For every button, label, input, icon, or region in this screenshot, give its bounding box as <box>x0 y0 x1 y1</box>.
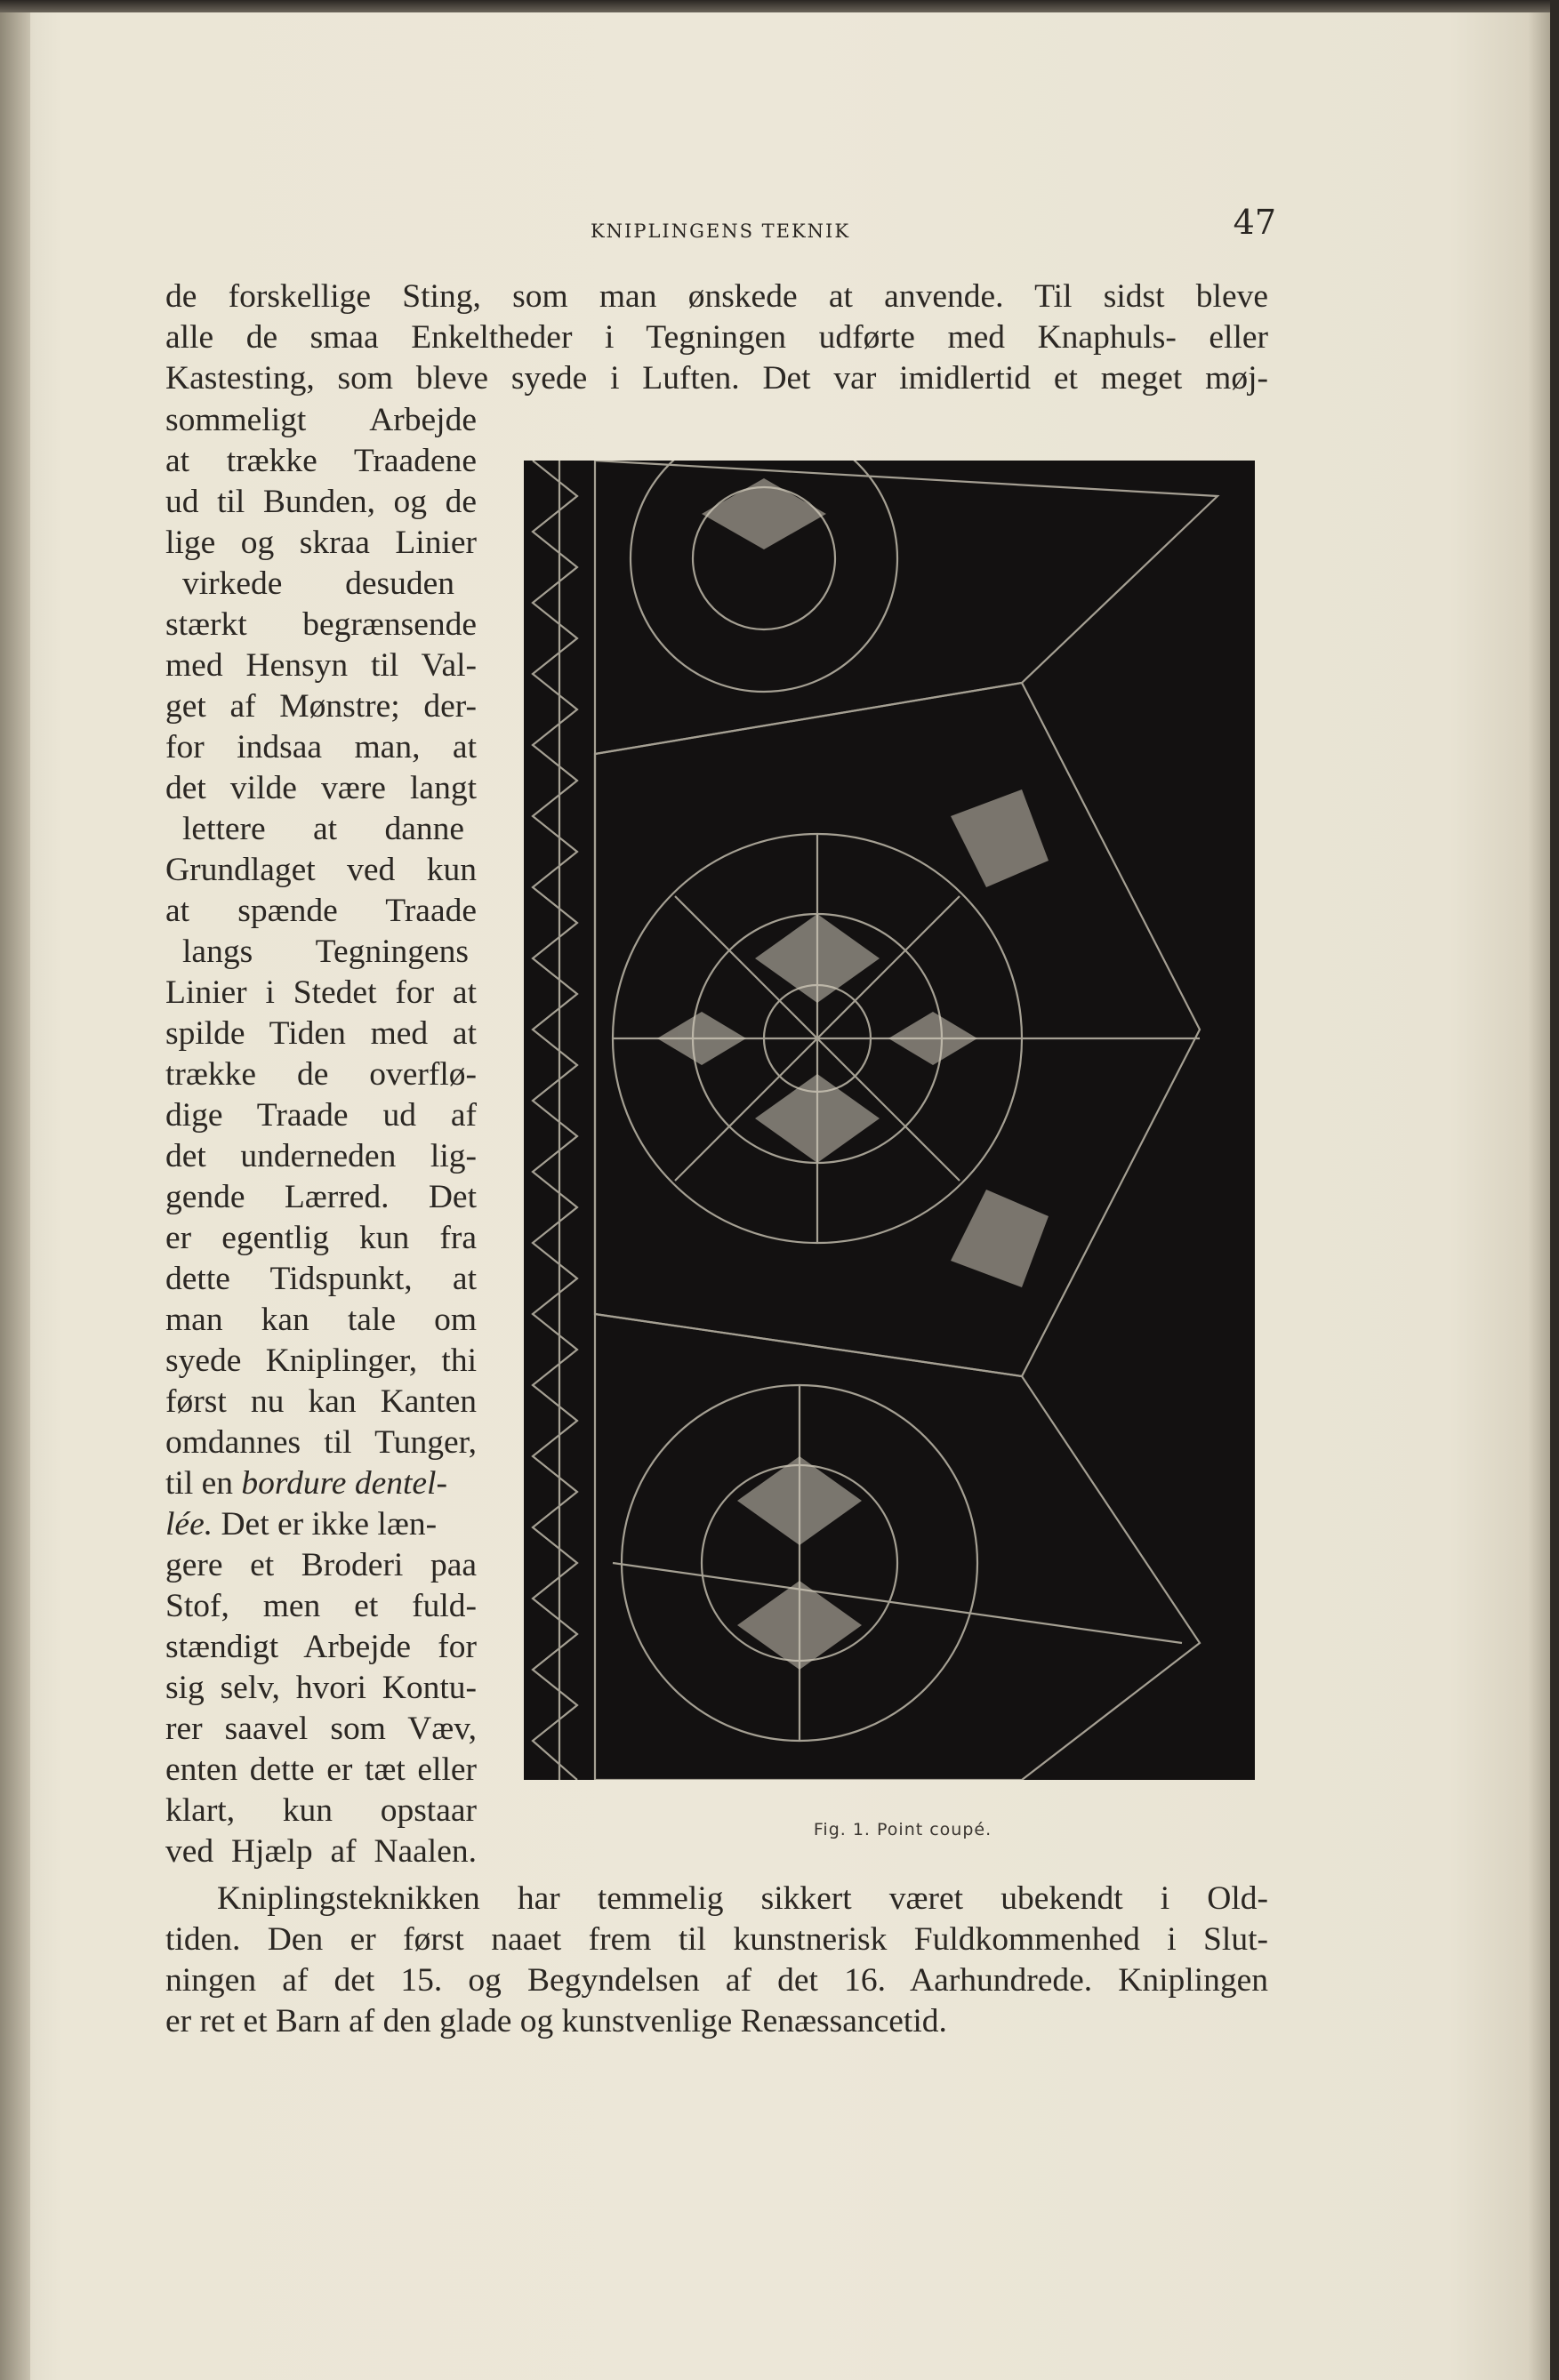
body-line: Kniplingsteknikken har temmelig sikkert været ubekendt i Old- <box>217 1880 1268 1917</box>
scan-right-edge <box>1550 0 1559 2380</box>
column-line: omdannes til Tunger, <box>165 1424 477 1461</box>
column-line: virkede desuden <box>182 565 454 602</box>
column-line-text: til en <box>165 1465 234 1502</box>
body-line: de forskellige Sting, som man ønskede at anvende. Til sidst bleve <box>165 278 1268 315</box>
column-line: det vilde være langt <box>165 770 477 806</box>
body-line: er ret et Barn af den glade og kunstvenlige Renæssancetid. <box>165 2003 947 2039</box>
italic-term: lée. <box>165 1506 213 1543</box>
running-head: KNIPLINGENS TEKNIK <box>590 220 851 242</box>
column-line: stændigt Arbejde for <box>165 1629 477 1665</box>
column-line <box>165 1505 477 1546</box>
book-spine-shadow <box>0 0 30 2380</box>
body-line: alle de smaa Enkeltheder i Tegningen udførte med Knaphuls- eller <box>165 319 1268 356</box>
italic-term: bordure dentel- <box>241 1465 447 1502</box>
scan-top-edge <box>0 0 1559 12</box>
column-line: trække de overflø- <box>165 1056 477 1093</box>
body-line: tiden. Den er først naaet frem til kunstnerisk Fuldkommenhed i Slut- <box>165 1921 1268 1958</box>
column-line: syede Kniplinger, thi <box>165 1342 477 1379</box>
column-line <box>165 1464 477 1505</box>
column-line: langs Tegningens <box>182 934 469 970</box>
column-line: ud til Bunden, og de <box>165 484 477 520</box>
column-line: gende Lærred. Det <box>165 1179 477 1215</box>
column-line: gere et Broderi paa <box>165 1547 477 1583</box>
lace-pattern-illustration <box>524 461 1255 1780</box>
column-line: lige og skraa Linier <box>165 525 477 561</box>
page-number: 47 <box>1233 203 1276 242</box>
column-line: sig selv, hvori Kontu- <box>165 1670 477 1706</box>
column-line: stærkt begrænsende <box>165 606 477 643</box>
column-line: det underneden lig- <box>165 1138 477 1174</box>
column-line: dige Traade ud af <box>165 1097 477 1134</box>
column-line: sommeligt Arbejde <box>165 402 477 438</box>
column-line: rer saavel som Væv, <box>165 1711 477 1747</box>
column-line-text: Det er ikke læn- <box>221 1506 438 1543</box>
column-line: Linier i Stedet for at <box>165 974 477 1011</box>
lace-photograph <box>524 461 1255 1780</box>
column-line: Stof, men et fuld- <box>165 1588 477 1624</box>
column-line: Grundlaget ved kun <box>165 852 477 888</box>
column-line: at trække Traadene <box>165 443 477 479</box>
column-line: først nu kan Kanten <box>165 1383 477 1420</box>
column-line: at spænde Traade <box>165 893 477 929</box>
body-line: Kastesting, som bleve syede i Luften. Det var imidlertid et meget møj- <box>165 360 1268 397</box>
column-line: get af Mønstre; der- <box>165 688 477 725</box>
column-line: enten dette er tæt eller <box>165 1751 477 1788</box>
figure-caption: Fig. 1. Point coupé. <box>813 1820 992 1839</box>
column-line: dette Tidspunkt, at <box>165 1261 477 1297</box>
column-line: med Hensyn til Val- <box>165 647 477 684</box>
column-line: spilde Tiden med at <box>165 1015 477 1052</box>
column-line: klart, kun opstaar <box>165 1792 477 1829</box>
column-line: for indsaa man, at <box>165 729 477 765</box>
column-line: er egentlig kun fra <box>165 1220 477 1256</box>
column-line: lettere at danne <box>182 811 464 847</box>
column-line: man kan tale om <box>165 1302 477 1338</box>
body-line: ningen af det 15. og Begyndelsen af det 16. Aarhundrede. Kniplingen <box>165 1962 1268 1999</box>
column-line: ved Hjælp af Naalen. <box>165 1833 477 1870</box>
